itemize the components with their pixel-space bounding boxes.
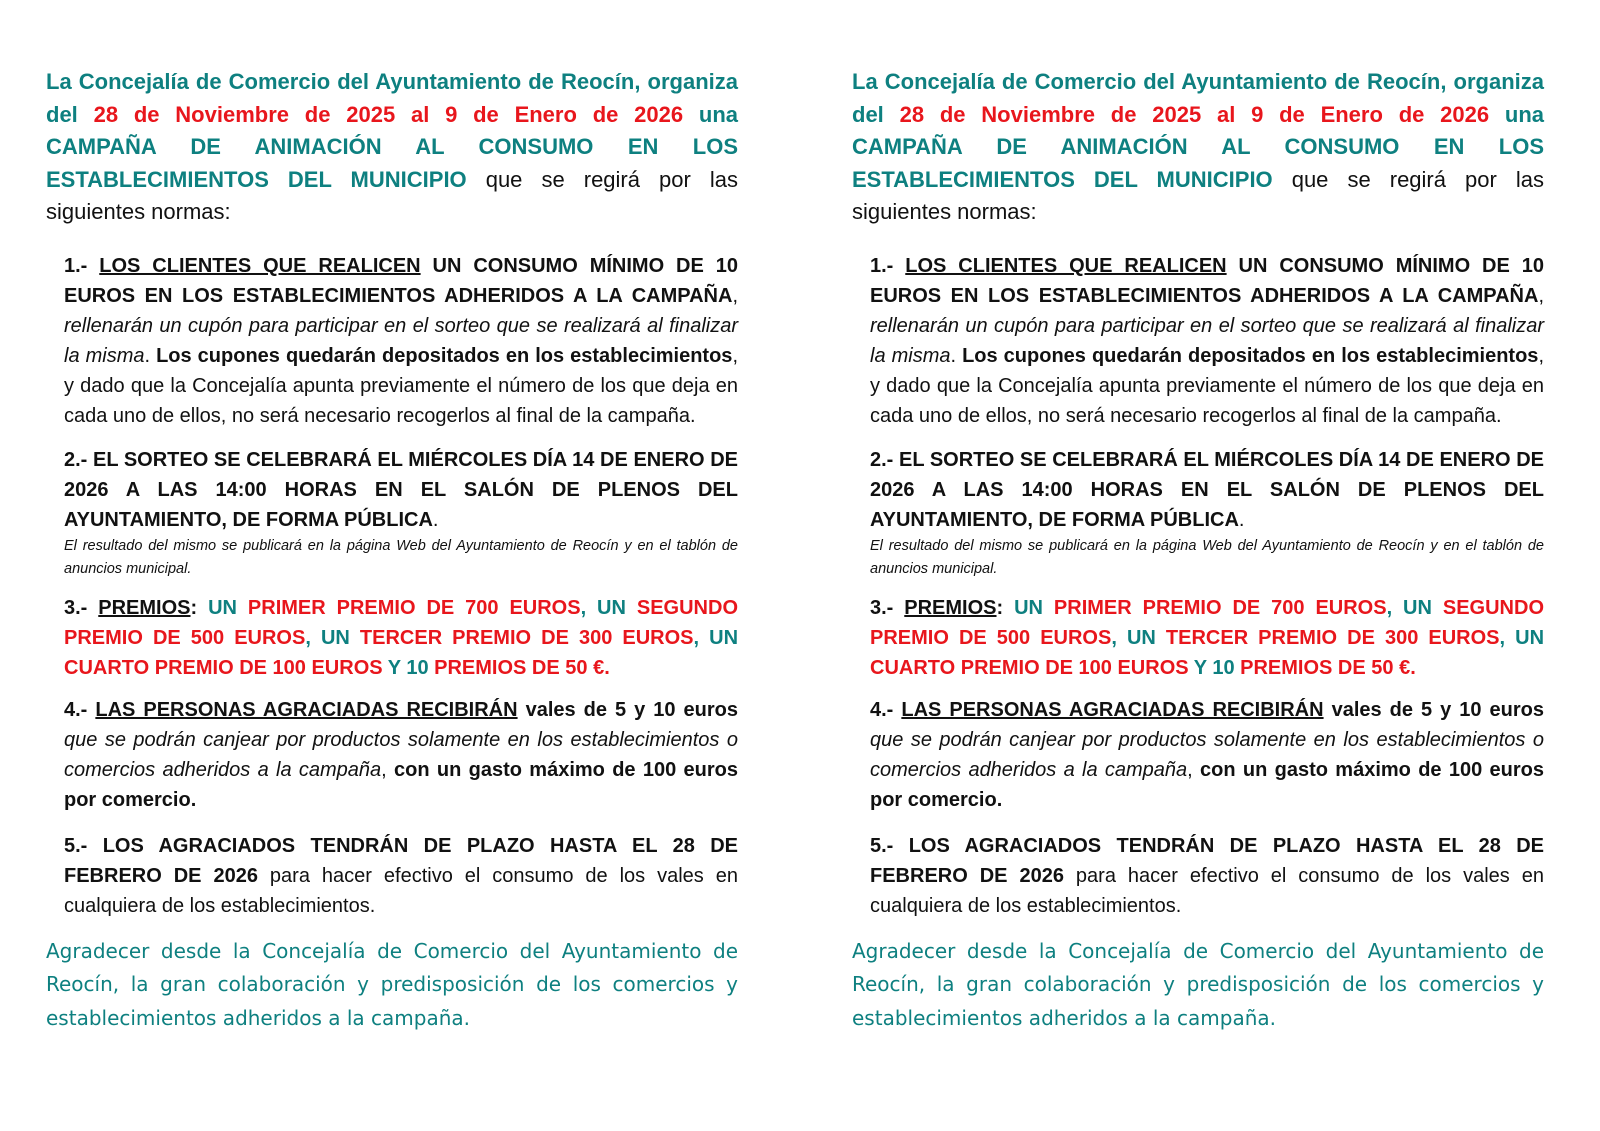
rule-text: Y 10 bbox=[382, 656, 435, 679]
rule-text: , UN bbox=[580, 596, 637, 619]
rule-2-note: El resultado del mismo se publicará en la página Web del Ayuntamiento de Reocín y en el tablón de anuncios municipal. bbox=[64, 537, 738, 577]
rule-text-bold: Los cupones quedarán depositados en los establecimientos bbox=[962, 344, 1539, 367]
campaign-dates: 28 de Noviembre de 2025 al 9 de Enero de 2026 bbox=[899, 101, 1490, 127]
rule-number: 4.- bbox=[64, 698, 96, 721]
campaign-title: CAMPAÑA DE ANIMACIÓN AL CONSUMO EN LOS ESTABLECIMIENTOS DEL MUNICIPIO bbox=[852, 134, 1544, 192]
intro-text: que se regirá por las siguientes normas: bbox=[46, 166, 738, 224]
rule-text: , bbox=[732, 284, 738, 307]
intro-text: La Concejalía de Comercio del Ayuntamiento de Reocín, organiza del bbox=[46, 69, 738, 127]
rule-1 bbox=[870, 251, 1544, 431]
rule-text: , bbox=[381, 758, 395, 781]
campaign-dates: 28 de Noviembre de 2025 al 9 de Enero de 2026 bbox=[93, 101, 684, 127]
rule-3 bbox=[64, 593, 738, 683]
rule-4 bbox=[870, 695, 1544, 815]
rule-text: , y dado que la Concejalía apunta previamente el número de los que deja en cada uno de ellos, no será necesario recogerlos al final de la campaña. bbox=[870, 344, 1544, 427]
rule-text-underlined: LOS CLIENTES QUE REALICEN bbox=[99, 254, 421, 277]
prize-third: TERCER PREMIO DE 300 EUROS bbox=[359, 626, 694, 649]
rule-text: , UN bbox=[305, 626, 360, 649]
rule-4 bbox=[64, 695, 738, 815]
rule-text: , UN bbox=[1499, 626, 1545, 649]
rule-text: , y dado que la Concejalía apunta previamente el número de los que deja en cada uno de ellos, no será necesario recogerlos al final de la campaña. bbox=[64, 344, 738, 427]
intro-paragraph bbox=[46, 66, 738, 229]
prize-fifty: PREMIOS DE 50 €. bbox=[434, 656, 610, 679]
rule-number: 3.- bbox=[870, 596, 905, 619]
prize-first: PRIMER PREMIO DE 700 EUROS bbox=[247, 596, 581, 619]
rule-text-italic: rellenarán un cupón para participar en el sorteo que se realizará al finalizar la misma bbox=[870, 314, 1544, 367]
rule-2 bbox=[64, 445, 738, 535]
prize-fourth: CUARTO PREMIO DE 100 EUROS bbox=[870, 656, 1189, 679]
rule-text-bold: con un gasto máximo de 100 euros por comercio. bbox=[870, 758, 1544, 811]
intro-text: una bbox=[683, 101, 738, 127]
rule-text: . bbox=[432, 508, 439, 531]
rule-text-italic: rellenarán un cupón para participar en el sorteo que se realizará al finalizar la misma bbox=[64, 314, 738, 367]
rule-text-bold: 2.- EL SORTEO SE CELEBRARÁ EL MIÉRCOLES DÍA 14 DE ENERO DE 2026 A LAS 14:00 HORAS EN EL SALÓN DE PLENOS DEL AYUNTAMIENTO, DE FORMA PÚBLICA bbox=[870, 448, 1544, 531]
rule-5 bbox=[64, 831, 738, 921]
rule-text-bold: 5.- LOS AGRACIADOS TENDRÁN DE PLAZO HASTA EL 28 DE FEBRERO DE 2026 bbox=[64, 834, 738, 887]
rule-2 bbox=[870, 445, 1544, 535]
rule-number: 4.- bbox=[870, 698, 902, 721]
rule-text: . bbox=[1238, 508, 1245, 531]
rule-text: , bbox=[1538, 284, 1544, 307]
prize-fifty: PREMIOS DE 50 €. bbox=[1240, 656, 1416, 679]
rule-1 bbox=[64, 251, 738, 431]
rule-text: Y 10 bbox=[1188, 656, 1241, 679]
rule-text-bold: con un gasto máximo de 100 euros por comercio. bbox=[64, 758, 738, 811]
intro-paragraph bbox=[852, 66, 1544, 229]
rule-text-bold: UN CONSUMO MÍNIMO DE 10 EUROS EN LOS ESTABLECIMIENTOS ADHERIDOS A LA CAMPAÑA bbox=[870, 254, 1544, 307]
flyer-column-left bbox=[46, 66, 738, 1035]
rule-text: UN bbox=[208, 596, 248, 619]
rule-text-bold: vales de 5 y 10 euros bbox=[517, 698, 738, 721]
rule-text: UN bbox=[1014, 596, 1054, 619]
rule-text-underlined: LAS PERSONAS AGRACIADAS RECIBIRÁN bbox=[95, 698, 518, 721]
rule-text: , UN bbox=[693, 626, 739, 649]
rule-text-bold: 2.- EL SORTEO SE CELEBRARÁ EL MIÉRCOLES DÍA 14 DE ENERO DE 2026 A LAS 14:00 HORAS EN EL SALÓN DE PLENOS DEL AYUNTAMIENTO, DE FORMA PÚBLICA bbox=[64, 448, 738, 531]
rule-number: 3.- bbox=[64, 596, 99, 619]
prizes-heading: PREMIOS bbox=[98, 596, 191, 619]
rule-text-underlined: LOS CLIENTES QUE REALICEN bbox=[905, 254, 1227, 277]
intro-text: una bbox=[1489, 101, 1544, 127]
prize-third: TERCER PREMIO DE 300 EUROS bbox=[1165, 626, 1500, 649]
rule-text-bold: Los cupones quedarán depositados en los establecimientos bbox=[156, 344, 733, 367]
rule-text: , bbox=[1187, 758, 1201, 781]
intro-text: La Concejalía de Comercio del Ayuntamiento de Reocín, organiza del bbox=[852, 69, 1544, 127]
thanks-message: Agradecer desde la Concejalía de Comercio del Ayuntamiento de Reocín, la gran colaboración y predisposición de los comercios y establecimientos adheridos a la campaña. bbox=[852, 938, 1544, 1030]
prize-second: SEGUNDO PREMIO DE 500 EUROS bbox=[64, 596, 738, 649]
rule-number: 1.- bbox=[870, 254, 906, 277]
rule-5 bbox=[870, 831, 1544, 921]
rule-text: para hacer efectivo el consumo de los vales en cualquiera de los establecimientos. bbox=[64, 864, 738, 917]
rule-text: . bbox=[950, 344, 963, 367]
rule-text-bold: vales de 5 y 10 euros bbox=[1323, 698, 1544, 721]
flyer-column-right bbox=[852, 66, 1544, 1035]
rule-number: 1.- bbox=[64, 254, 100, 277]
rule-text: : bbox=[996, 596, 1015, 619]
rule-text-bold: UN CONSUMO MÍNIMO DE 10 EUROS EN LOS ESTABLECIMIENTOS ADHERIDOS A LA CAMPAÑA bbox=[64, 254, 738, 307]
rule-text: para hacer efectivo el consumo de los vales en cualquiera de los establecimientos. bbox=[870, 864, 1544, 917]
rule-text-bold: 5.- LOS AGRACIADOS TENDRÁN DE PLAZO HASTA EL 28 DE FEBRERO DE 2026 bbox=[870, 834, 1544, 887]
rule-text: , UN bbox=[1386, 596, 1443, 619]
rule-text-italic: que se podrán canjear por productos solamente en los establecimientos o comercios adheridos a la campaña bbox=[64, 728, 738, 781]
rule-text-underlined: LAS PERSONAS AGRACIADAS RECIBIRÁN bbox=[901, 698, 1324, 721]
prizes-heading: PREMIOS bbox=[904, 596, 997, 619]
prize-first: PRIMER PREMIO DE 700 EUROS bbox=[1053, 596, 1387, 619]
thanks-message: Agradecer desde la Concejalía de Comercio del Ayuntamiento de Reocín, la gran colaboración y predisposición de los comercios y establecimientos adheridos a la campaña. bbox=[46, 938, 738, 1030]
rule-text: , UN bbox=[1111, 626, 1166, 649]
intro-text: que se regirá por las siguientes normas: bbox=[852, 166, 1544, 224]
rule-3 bbox=[870, 593, 1544, 683]
rule-text: . bbox=[144, 344, 157, 367]
campaign-title: CAMPAÑA DE ANIMACIÓN AL CONSUMO EN LOS ESTABLECIMIENTOS DEL MUNICIPIO bbox=[46, 134, 738, 192]
prize-fourth: CUARTO PREMIO DE 100 EUROS bbox=[64, 656, 383, 679]
rule-2-note: El resultado del mismo se publicará en la página Web del Ayuntamiento de Reocín y en el tablón de anuncios municipal. bbox=[870, 537, 1544, 577]
rule-text-italic: que se podrán canjear por productos solamente en los establecimientos o comercios adheridos a la campaña bbox=[870, 728, 1544, 781]
rule-text: : bbox=[190, 596, 209, 619]
prize-second: SEGUNDO PREMIO DE 500 EUROS bbox=[870, 596, 1544, 649]
